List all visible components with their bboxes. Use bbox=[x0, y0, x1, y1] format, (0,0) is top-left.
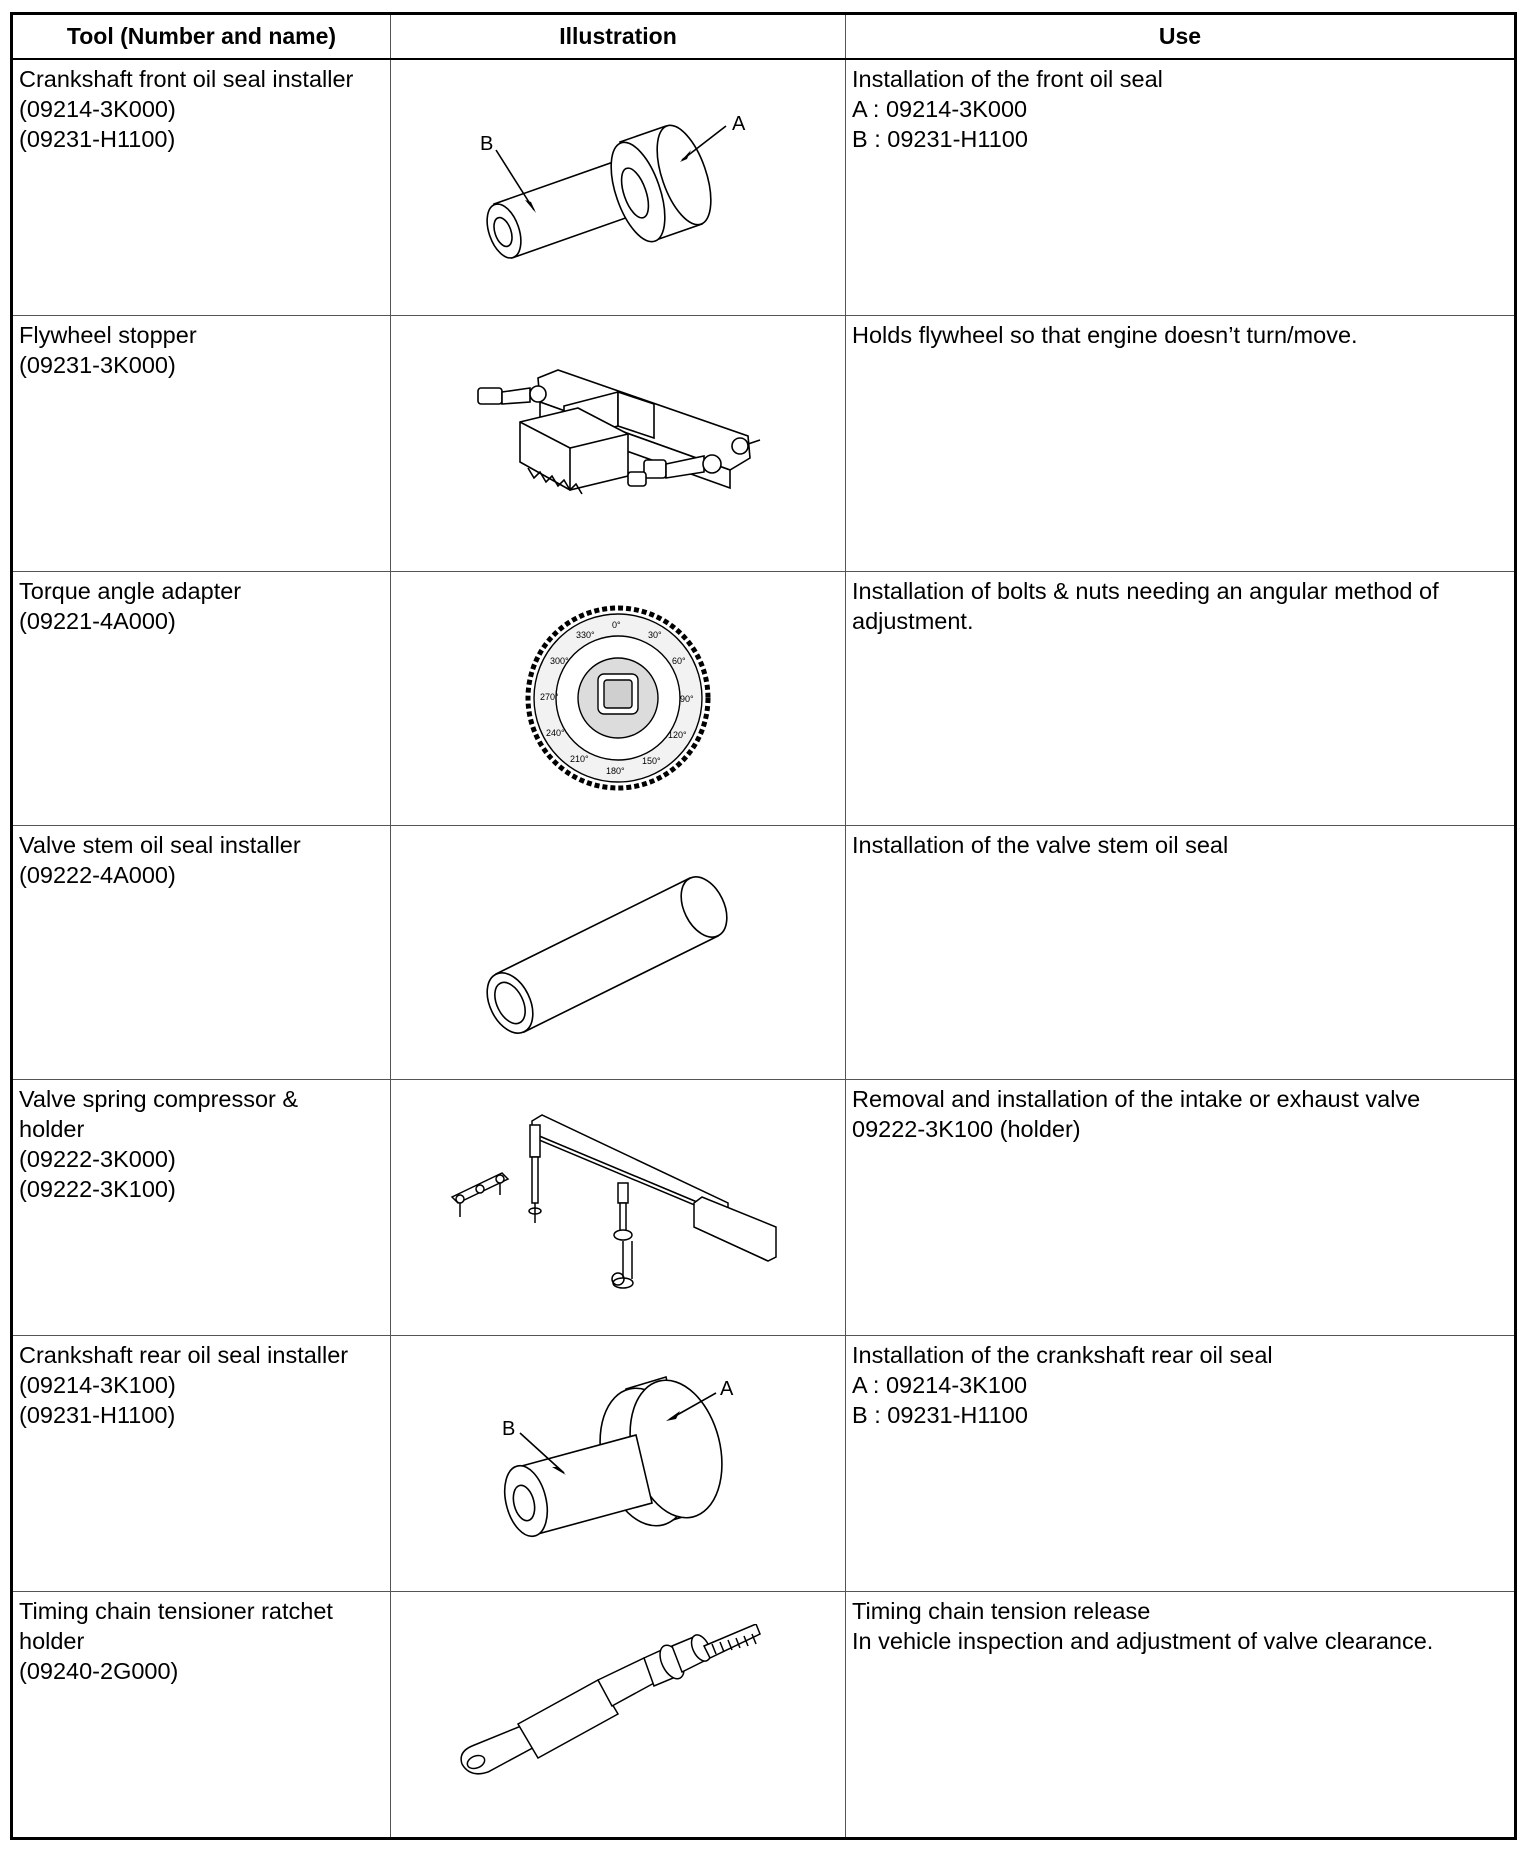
header-illustration: Illustration bbox=[391, 14, 846, 60]
tool-cell bbox=[12, 571, 391, 825]
valve-stem-oil-seal-installer-icon bbox=[468, 852, 768, 1052]
header-use: Use bbox=[846, 14, 1516, 60]
illustration-cell bbox=[391, 59, 846, 315]
table-row bbox=[12, 59, 1516, 315]
use-text: Installation of bolts & nuts needing an angular method of bbox=[852, 577, 1439, 604]
svg-text:300°: 300° bbox=[550, 656, 569, 666]
use-text: In vehicle inspection and adjustment of valve clearance. bbox=[852, 1627, 1434, 1654]
svg-text:150°: 150° bbox=[642, 756, 661, 766]
table-row bbox=[12, 1335, 1516, 1591]
use-text: Removal and installation of the intake or exhaust valve bbox=[852, 1085, 1421, 1112]
header-tool: Tool (Number and name) bbox=[12, 14, 391, 60]
tool-number: (09231-H1100) bbox=[19, 126, 176, 152]
use-cell bbox=[846, 1335, 1516, 1591]
use-cell bbox=[846, 571, 1516, 825]
svg-text:0°: 0° bbox=[612, 620, 621, 630]
crankshaft-rear-oil-seal-installer-icon bbox=[468, 1363, 768, 1563]
header-row bbox=[12, 14, 1516, 60]
tool-name: Torque angle adapter bbox=[19, 577, 242, 604]
table-row bbox=[12, 315, 1516, 571]
illustration-cell bbox=[391, 315, 846, 571]
tool-name: Timing chain tensioner ratchet bbox=[19, 1597, 333, 1624]
crankshaft-front-oil-seal-installer-icon bbox=[468, 92, 768, 282]
use-cell bbox=[846, 1079, 1516, 1335]
tool-name: Crankshaft front oil seal installer bbox=[19, 66, 354, 92]
callout-a-label: A bbox=[732, 113, 746, 136]
use-text: A : 09214-3K000 bbox=[852, 96, 1028, 122]
tool-number: (09214-3K000) bbox=[19, 96, 176, 122]
tool-number: (09222-3K000) bbox=[19, 1145, 176, 1172]
special-tools-table bbox=[10, 12, 1517, 1840]
tool-name: Flywheel stopper bbox=[19, 321, 197, 348]
tool-cell bbox=[12, 315, 391, 571]
use-text: Holds flywheel so that engine doesn’t turn/move. bbox=[852, 321, 1358, 348]
use-text: Timing chain tension release bbox=[852, 1597, 1151, 1624]
tool-cell bbox=[12, 59, 391, 315]
tool-number: (09221-4A000) bbox=[19, 607, 176, 634]
illustration-cell bbox=[391, 825, 846, 1079]
tool-cell bbox=[12, 1079, 391, 1335]
illustration-cell bbox=[391, 571, 846, 825]
svg-text:90°: 90° bbox=[680, 694, 694, 704]
use-text: adjustment. bbox=[852, 607, 974, 634]
tool-name: Crankshaft rear oil seal installer bbox=[19, 1341, 349, 1368]
callout-a-label: A bbox=[720, 1378, 734, 1400]
use-cell bbox=[846, 1591, 1516, 1839]
callout-b-label: B bbox=[480, 133, 494, 156]
illustration-cell bbox=[391, 1335, 846, 1591]
svg-text:30°: 30° bbox=[648, 630, 662, 640]
tool-number: (09231-3K000) bbox=[19, 351, 176, 378]
use-text: B : 09231-H1100 bbox=[852, 126, 1028, 152]
use-text: A : 09214-3K100 bbox=[852, 1371, 1028, 1398]
tool-name: holder bbox=[19, 1627, 85, 1654]
svg-text:120°: 120° bbox=[668, 730, 687, 740]
tool-cell bbox=[12, 1335, 391, 1591]
use-text: 09222-3K100 (holder) bbox=[852, 1115, 1081, 1142]
table-row bbox=[12, 825, 1516, 1079]
tool-name: Valve spring compressor & bbox=[19, 1085, 299, 1112]
use-cell bbox=[846, 825, 1516, 1079]
tool-cell bbox=[12, 825, 391, 1079]
svg-text:180°: 180° bbox=[606, 766, 625, 776]
tool-number: (09231-H1100) bbox=[19, 1401, 176, 1428]
use-cell bbox=[846, 315, 1516, 571]
use-text: B : 09231-H1100 bbox=[852, 1401, 1028, 1428]
tool-number: (09222-4A000) bbox=[19, 861, 176, 888]
svg-text:240°: 240° bbox=[546, 728, 565, 738]
torque-angle-adapter-icon bbox=[518, 598, 718, 798]
valve-spring-compressor-icon bbox=[438, 1107, 798, 1307]
flywheel-stopper-icon bbox=[468, 348, 768, 538]
use-text: Installation of the crankshaft rear oil seal bbox=[852, 1341, 1273, 1368]
tool-number: (09240-2G000) bbox=[19, 1657, 179, 1684]
use-text: Installation of the front oil seal bbox=[852, 66, 1163, 92]
svg-text:330°: 330° bbox=[576, 630, 595, 640]
table-row bbox=[12, 571, 1516, 825]
svg-text:270°: 270° bbox=[540, 692, 559, 702]
illustration-cell bbox=[391, 1079, 846, 1335]
svg-text:210°: 210° bbox=[570, 754, 589, 764]
tool-number: (09214-3K100) bbox=[19, 1371, 176, 1398]
use-text: Installation of the valve stem oil seal bbox=[852, 831, 1229, 858]
tool-name: Valve stem oil seal installer bbox=[19, 831, 301, 858]
svg-text:60°: 60° bbox=[672, 656, 686, 666]
table-row bbox=[12, 1591, 1516, 1839]
timing-chain-tensioner-ratchet-holder-icon bbox=[448, 1624, 788, 1804]
use-cell bbox=[846, 59, 1516, 315]
table-row bbox=[12, 1079, 1516, 1335]
tool-name: holder bbox=[19, 1115, 85, 1142]
tool-number: (09222-3K100) bbox=[19, 1175, 176, 1202]
callout-b-label: B bbox=[502, 1418, 516, 1440]
illustration-cell bbox=[391, 1591, 846, 1839]
tool-cell bbox=[12, 1591, 391, 1839]
